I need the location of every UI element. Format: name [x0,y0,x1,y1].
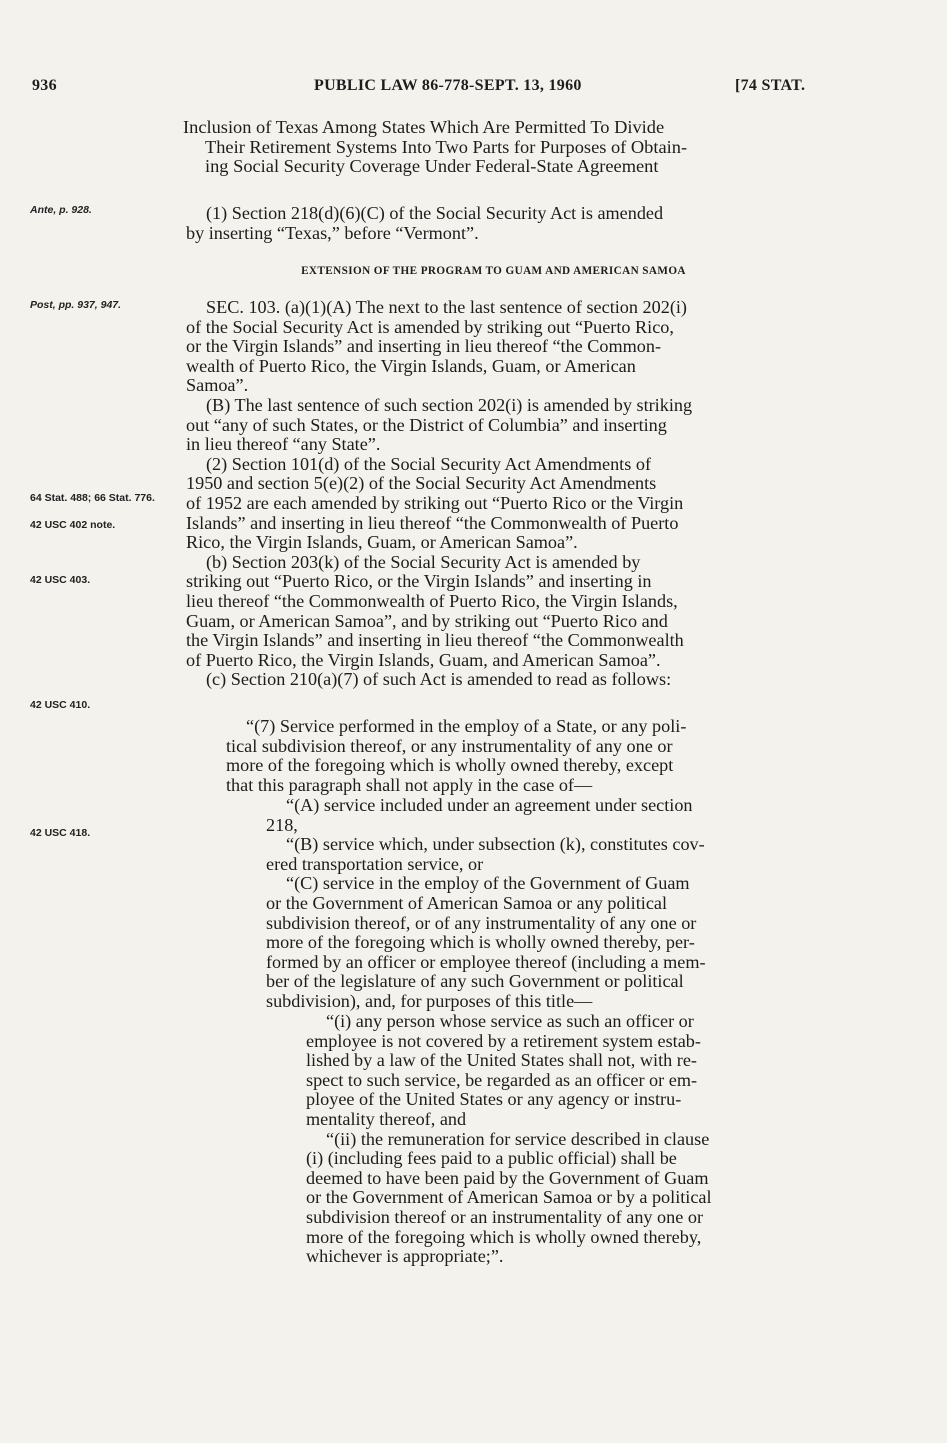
margin-note: 42 USC 403. [30,574,91,586]
text-line: “(ii) the remuneration for service described in clause [326,1128,710,1149]
margin-note: 42 USC 418. [30,827,91,839]
text-line: subdivision), and, for purposes of this title— [266,990,593,1011]
text-line: “(i) any person whose service as such an officer or [326,1011,694,1031]
text-line: Samoa”. [186,375,249,396]
text-line: “(B) service which, under subsection (k), constitutes cov- [286,834,705,855]
margin-note: 42 USC 402 note. [30,519,116,531]
text-line: of the Social Security Act is amended by striking out “Puerto Rico, [186,316,674,337]
text-line: mentality thereof, and [306,1108,467,1129]
text-line: deemed to have been paid by the Government of Guam [306,1167,709,1188]
text-line: (b) Section 203(k) of the Social Security Act is amended by [206,551,641,572]
text-line: the Virgin Islands” and inserting in lieu thereof “the Commonwealth [186,630,684,651]
text-line: more of the foregoing which is wholly owned thereby, except [226,755,674,776]
text-line: lished by a law of the United States shall not, with re- [306,1050,697,1071]
heading-line: Inclusion of Texas Among States Which Are Permitted To Divide [183,117,665,137]
text-line: ered transportation service, or [266,853,484,874]
text-line: or the Virgin Islands” and inserting in lieu thereof “the Common- [186,336,662,357]
text-line: more of the foregoing which is wholly owned thereby, per- [266,932,695,953]
text-line: (1) Section 218(d)(6)(C) of the Social Security Act is amended [206,203,664,223]
text-line: whichever is appropriate;”. [306,1246,504,1267]
text-line: subdivision thereof, or of any instrumentality of any one or [266,912,697,933]
text-line: Guam, or American Samoa”, and by striking out “Puerto Rico and [186,610,668,631]
page-number: 936 [32,77,57,94]
text-line: lieu thereof “the Commonwealth of Puerto Rico, the Virgin Islands, [186,590,678,611]
text-line: ber of the legislature of any such Government or political [266,971,684,992]
text-line: or the Government of American Samoa or any political [266,892,668,913]
text-line: ployee of the United States or any agency or instru- [306,1089,682,1110]
text-line: of 1952 are each amended by striking out “Puerto Rico or the Virgin [186,492,684,513]
text-line: SEC. 103. (a)(1)(A) The next to the last sentence of section 202(i) [206,297,687,317]
text-line: more of the foregoing which is wholly owned thereby, [306,1226,702,1247]
text-line: “(7) Service performed in the employ of a State, or any poli- [246,716,687,736]
margin-note: Post, pp. 937, 947. [30,299,122,311]
text-line: (i) (including fees paid to a public official) shall be [306,1148,677,1169]
clause-i-ii [306,1012,838,1267]
text-line: formed by an officer or employee thereof (including a mem- [266,951,706,972]
text-line: Rico, the Virgin Islands, Guam, or American Samoa”. [186,532,578,553]
margin-note: 42 USC 410. [30,699,91,711]
text-line: in lieu thereof “any State”. [186,434,381,455]
text-line: by inserting “Texas,” before “Vermont”. [186,222,479,243]
text-line: 1950 and section 5(e)(2) of the Social Security Act Amendments [186,473,657,494]
heading-line: Their Retirement Systems Into Two Parts for Purposes of Obtain- [205,136,688,157]
text-line: Islands” and inserting in lieu thereof “the Commonwealth of Puerto [186,512,679,533]
text-line: out “any of such States, or the District of Columbia” and inserting [186,414,667,435]
section-heading [183,118,843,177]
heading-line: ing Social Security Coverage Under Federal-State Agreement [205,156,659,177]
running-title: PUBLIC LAW 86-778-SEPT. 13, 1960 [314,77,582,94]
subheading: EXTENSION OF THE PROGRAM TO GUAM AND AMERICAN SAMOA [301,265,686,277]
paragraph-7 [226,717,838,795]
text-line: “(C) service in the employ of the Government of Guam [286,873,690,894]
text-line: striking out “Puerto Rico, or the Virgin Islands” and inserting in [186,571,652,592]
section-103 [186,298,838,690]
text-line: employee is not covered by a retirement system estab- [306,1030,701,1051]
text-line: that this paragraph shall not apply in the case of— [226,774,593,795]
text-line: (2) Section 101(d) of the Social Security Act Amendments of [206,453,651,474]
clause-a-b-c [266,796,838,1012]
volume-reference: [74 STAT. [735,77,806,94]
margin-note: 64 Stat. 488; 66 Stat. 776. [30,492,155,504]
text-line: (B) The last sentence of such section 202(i) is amended by striking [206,394,693,415]
text-line: tical subdivision thereof, or any instrumentality of any one or [226,735,673,756]
text-line: subdivision thereof or an instrumentality of any one or [306,1206,704,1227]
margin-note: Ante, p. 928. [30,204,92,216]
text-line: 218, [266,814,298,835]
text-line: (c) Section 210(a)(7) of such Act is amended to read as follows: [206,669,672,690]
text-line: “(A) service included under an agreement under section [286,795,693,815]
text-line: of Puerto Rico, the Virgin Islands, Guam, and American Samoa”. [186,649,661,670]
paragraph-texas [186,204,838,243]
text-line: or the Government of American Samoa or by a political [306,1187,712,1208]
text-line: spect to such service, be regarded as an officer or em- [306,1069,698,1090]
text-line: wealth of Puerto Rico, the Virgin Islands, Guam, or American [186,355,636,376]
